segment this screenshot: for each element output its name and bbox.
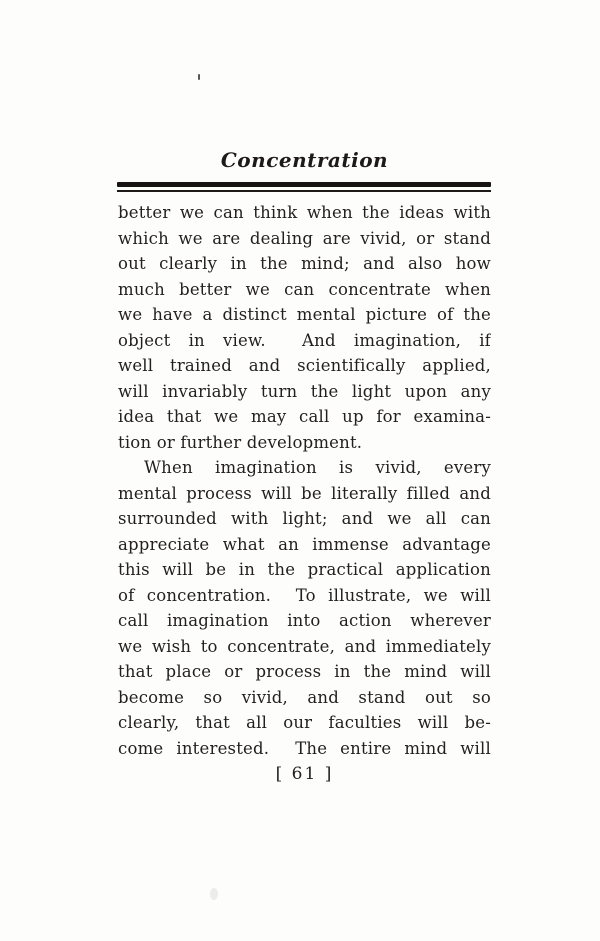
text-line: well trained and scientifically applied, bbox=[118, 356, 491, 375]
text-line: idea that we may call up for examina- bbox=[118, 407, 491, 426]
text-line: become so vivid, and stand out so bbox=[118, 687, 491, 707]
text-line: surrounded with light; and we all can bbox=[118, 509, 491, 528]
text-line: much better we can concentrate when bbox=[118, 279, 491, 299]
text-line: will invariably turn the light upon any bbox=[118, 381, 491, 401]
ink-speck bbox=[198, 74, 200, 80]
text-line: we have a distinct mental picture of the bbox=[118, 305, 491, 324]
text-line: appreciate what an immense advantage bbox=[118, 534, 491, 554]
running-header: Concentration bbox=[220, 148, 389, 172]
ink-smudge bbox=[210, 888, 218, 900]
page-number: [ 61 ] bbox=[275, 764, 334, 784]
body-text bbox=[118, 200, 491, 788]
thin-rule bbox=[117, 190, 491, 192]
text-line: come interested. The entire mind will bbox=[118, 738, 491, 758]
text-line-paragraph-start: When imagination is vivid, every bbox=[144, 458, 491, 477]
text-line: which we are dealing are vivid, or stand bbox=[118, 228, 491, 248]
text-line: of concentration. To illustrate, we will bbox=[118, 585, 491, 605]
header-divider bbox=[117, 182, 491, 192]
text-line: better we can think when the ideas with bbox=[118, 203, 491, 222]
text-line: mental process will be literally filled and bbox=[118, 483, 491, 503]
thick-rule bbox=[117, 182, 491, 187]
text-line: call imagination into action wherever bbox=[118, 611, 491, 630]
text-line: this will be in the practical application bbox=[118, 560, 491, 579]
text-line: object in view. And imagination, if bbox=[118, 330, 491, 350]
text-line-paragraph-end: tion or further development. bbox=[118, 432, 363, 452]
text-line: we wish to concentrate, and immediately bbox=[118, 636, 491, 656]
text-line: that place or process in the mind will bbox=[118, 662, 491, 681]
text-line: clearly, that all our faculties will be- bbox=[118, 713, 491, 732]
text-line: out clearly in the mind; and also how bbox=[118, 254, 491, 273]
